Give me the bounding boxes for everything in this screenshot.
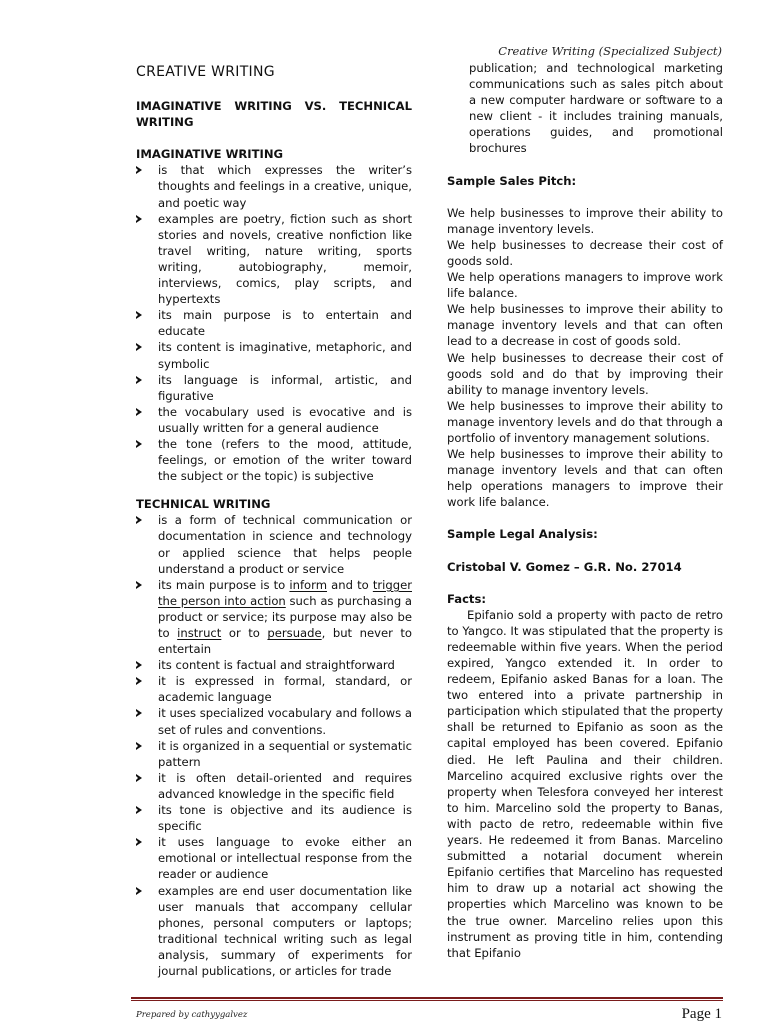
pitch-line: We help businesses to decrease their cost of goods sold and do that by improving their ability to manage inventory levels. [447, 350, 723, 397]
list-item-text: is a form of technical communication or documentation in science and technology or applied science that helps people understand a product or service [158, 513, 412, 576]
text-span: its main purpose is to [158, 577, 290, 592]
pitch-line: We help businesses to improve their ability to manage inventory levels and that can often help operations managers to improve their work life balance. [447, 447, 723, 510]
right-column [447, 60, 723, 961]
list-item [136, 802, 412, 834]
list-item-text: its tone is objective and its audience is specific [158, 803, 412, 834]
arrow-bullet-icon [136, 166, 142, 174]
list-item [136, 512, 412, 576]
list-continuation: publication; and technological marketing communications such as sales pitch about a new computer hardware or software to a new client - it includes training manuals, operations guides, and promotional brochures [469, 61, 723, 156]
list-item-text: examples are poetry, fiction such as short stories and novels, creative nonfiction like travel writing, nature writing, sports writing, autobiography, memoir, interviews, comics, play scripts, and hypertexts [158, 211, 412, 307]
arrow-bullet-icon [136, 774, 142, 782]
arrow-bullet-icon [136, 440, 142, 448]
arrow-bullet-icon [136, 742, 142, 750]
underlined-term: inform [289, 577, 328, 592]
list-item [136, 339, 412, 371]
pitch-line: We help businesses to decrease their cost of goods sold. [447, 237, 723, 268]
document-title: CREATIVE WRITING [136, 64, 275, 80]
list-item-text: its content is imaginative, metaphoric, and symbolic [158, 340, 412, 371]
legal-analysis-heading: Sample Legal Analysis: [447, 527, 598, 542]
list-item [136, 307, 412, 339]
arrow-bullet-icon [136, 376, 142, 384]
list-item [136, 436, 412, 484]
list-item-text [158, 578, 412, 656]
case-title: Cristobal V. Gomez – G.R. No. 27014 [447, 559, 682, 574]
arrow-bullet-icon [136, 581, 142, 589]
list-item-text: its content is factual and straightforward [158, 658, 395, 673]
list-item-text: the vocabulary used is evocative and is usually written for a general audience [158, 404, 412, 435]
list-item-text: its main purpose is to entertain and educate [158, 308, 412, 339]
text-span: or to [221, 626, 268, 640]
list-item-text: is that which expresses the writer’s thoughts and feelings in a creative, unique, and poetic way [158, 163, 412, 210]
footer-rule [131, 997, 723, 999]
list-item-text: it is expressed in formal, standard, or academic language [158, 674, 412, 705]
pitch-line: We help operations managers to improve work life balance. [447, 270, 723, 301]
imaginative-heading: IMAGINATIVE WRITING [136, 147, 284, 162]
list-item [136, 211, 412, 308]
page-number: Page 1 [681, 1006, 722, 1022]
list-item-text: it is organized in a sequential or systematic pattern [158, 738, 412, 769]
list-item-text: it is often detail-oriented and requires advanced knowledge in the specific field [158, 770, 412, 801]
list-item-text: it uses language to evoke either an emotional or intellectual response from the reader or audience [158, 835, 412, 882]
arrow-bullet-icon [136, 215, 142, 223]
list-item [136, 673, 412, 705]
pitch-line: We help businesses to improve their ability to manage inventory levels and do that through a portfolio of inventory management solutions. [447, 398, 723, 445]
pitch-line: We help businesses to improve their ability to manage inventory levels. [447, 205, 723, 236]
imaginative-list [136, 162, 412, 484]
arrow-bullet-icon [136, 709, 142, 717]
facts-body: Epifanio sold a property with pacto de retro to Yangco. It was stipulated that the property is redeemable within five years. When the period expired, Yangco extended it. In order to redeem, Epifanio asked Banas for a loan. The two entered into a private partnership in participation which stipulated that the property shall be returned to Epifanio as soon as the capital employed has been covered. Epifanio died. He left Paulina and their children. Marcelino acquired exclusive rights over the property when Telesfora conveyed her interest to him. Marcelino sold the property to Banas, with pacto de retro, redeemable within five years. He redeemed it from Banas. Marcelino submitted a notarial document wherein Epifanio certifies that Marcelino has requested him to draw up a notarial act showing the properties which Marcelino was known to be the true owner. Marcelino relies upon this instrument as proving title in him, contending that Epifanio [447, 607, 723, 960]
arrow-bullet-icon [136, 661, 142, 669]
list-item [136, 372, 412, 404]
list-item [136, 883, 412, 980]
arrow-bullet-icon [136, 677, 142, 685]
arrow-bullet-icon [136, 408, 142, 416]
list-item [136, 404, 412, 436]
technical-heading: TECHNICAL WRITING [136, 497, 271, 512]
pitch-line: We help businesses to improve their ability to manage inventory levels and that can often lead to a decrease in cost of goods sold. [447, 302, 723, 349]
prepared-by: Prepared by cathyygalvez [136, 1010, 248, 1020]
underlined-term: persuade [267, 626, 322, 640]
running-header: Creative Writing (Specialized Subject) [498, 44, 722, 58]
list-item-text: its language is informal, artistic, and figurative [158, 372, 412, 403]
facts-heading: Facts: [447, 591, 487, 606]
arrow-bullet-icon [136, 838, 142, 846]
list-item [136, 162, 412, 210]
list-item [136, 834, 412, 882]
text-span: , but never to entertain [158, 626, 413, 657]
sales-pitch-list [447, 205, 723, 511]
underlined-term: trigger the person into action [158, 577, 412, 608]
technical-list [136, 512, 412, 979]
footer-rule [131, 1000, 723, 1001]
list-item [136, 770, 412, 802]
list-item [136, 657, 412, 673]
underlined-term: instruct [177, 626, 222, 640]
arrow-bullet-icon [136, 516, 142, 524]
arrow-bullet-icon [136, 311, 142, 319]
text-span: such as purchasing a product or service; its purpose may also be to [158, 593, 413, 640]
arrow-bullet-icon [136, 887, 142, 895]
list-item [136, 705, 412, 737]
section-subtitle: IMAGINATIVE WRITING VS. TECHNICAL WRITING [136, 99, 412, 130]
list-item [136, 577, 412, 657]
text-span: and to [327, 577, 373, 592]
arrow-bullet-icon [136, 343, 142, 351]
arrow-bullet-icon [136, 806, 142, 814]
list-item-text: the tone (refers to the mood, attitude, feelings, or emotion of the writer toward the subject or the topic) is subjective [158, 436, 412, 484]
list-item-text: examples are end user documentation like user manuals that accompany cellular phones, personal computers or laptops; traditional technical writing such as legal analysis, summary of experiments for journal publications, or articles for trade [158, 883, 412, 978]
sales-pitch-heading: Sample Sales Pitch: [447, 173, 577, 188]
list-item-text: it uses specialized vocabulary and follows a set of rules and conventions. [158, 706, 412, 737]
list-item [136, 738, 412, 770]
left-column [136, 60, 412, 979]
